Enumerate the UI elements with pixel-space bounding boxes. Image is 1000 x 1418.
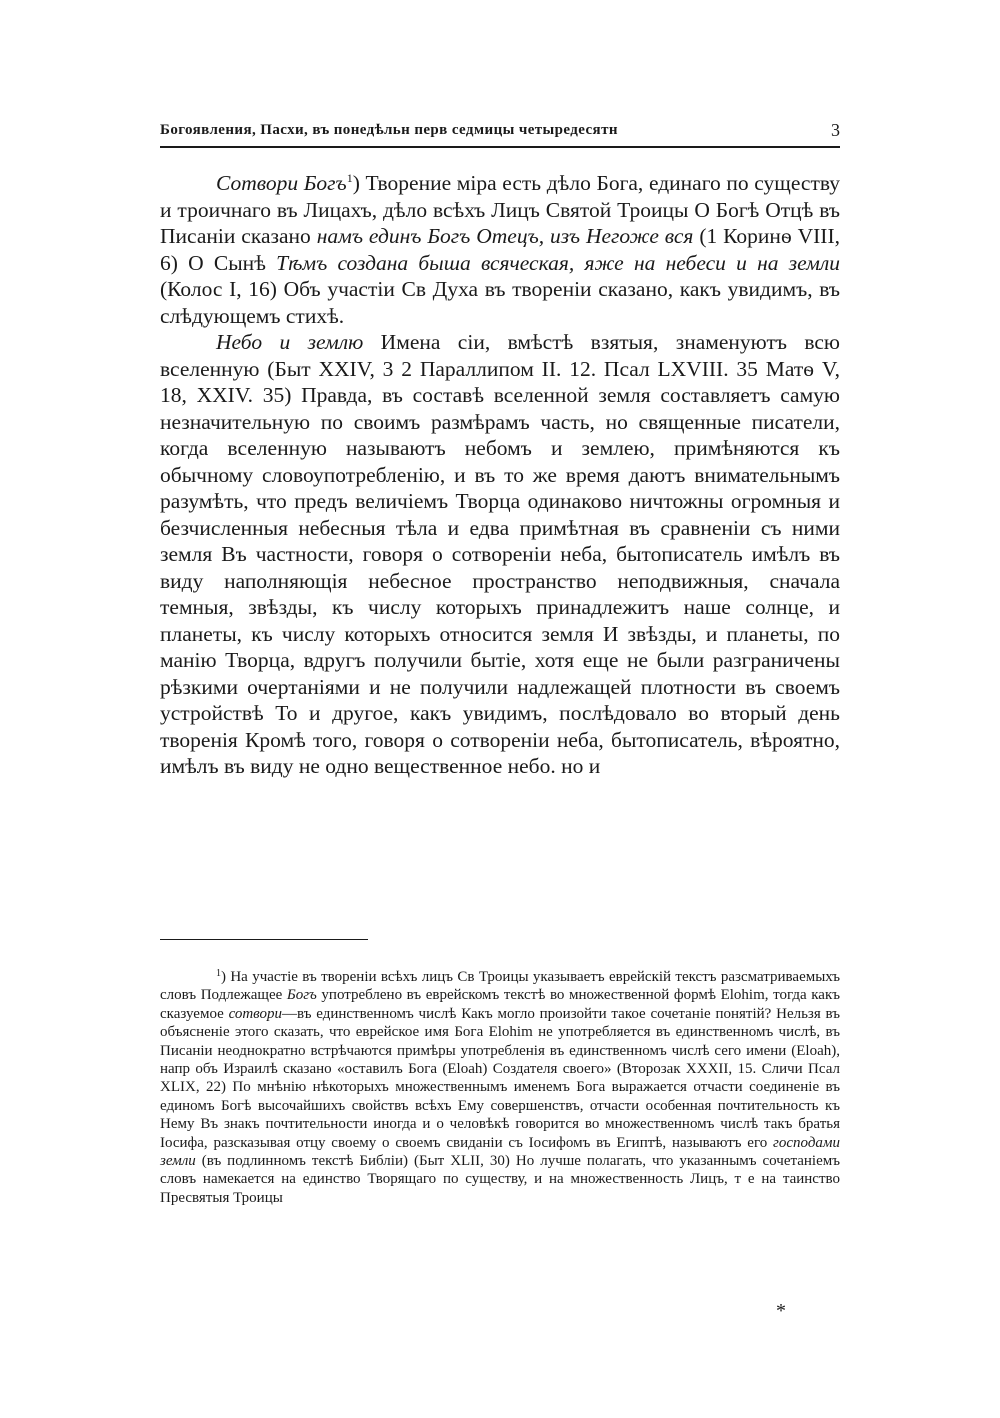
footnote-text-d: (въ подлинномъ текстѣ Библіи) (Быт XLII, 30) Но лучше полагать, что указаннымъ сочетаніемъ словъ намекается на единство Творящаго по существу, и на множественность Лицъ, т е на таинство Пресвятыя Троицы [160,1153,840,1206]
signature-mark: * [776,1300,786,1322]
footnote-text-b: употреблено въ еврейскомъ текстѣ во множественной формѣ Elohim, тогда какъ сказуемое [160,987,840,1022]
footnote-word-bog: Богъ [286,987,317,1004]
running-header [160,120,840,148]
footnote-paragraph [160,968,840,1207]
footnote-phrase-gospodami-zemli: господами земли [160,1134,840,1170]
footnote-reference: 1 [346,171,353,185]
header-title: Богоявления, Пасхи, въ понедѣльн перв седмицы четыредесятн [160,122,618,138]
footnote-word-sotvori: сотвори [228,1005,282,1022]
paragraph-1-text-a: ) Творение міра есть дѣло Бога, единаго по существу и троичнаго въ Лицахъ, дѣло всѣхъ Лицъ Святой Троицы О Богѣ Отцѣ въ Писаніи сказано [160,171,841,248]
paragraph-1 [160,170,840,329]
footnote-marker: 1 [216,968,221,979]
main-text [160,170,840,780]
quote-colossians: Тѣмъ создана быша всяческая, яже на небеси и на земли [276,250,840,275]
footnote-separator [160,939,368,940]
quote-1-corinthians: намъ единъ Богъ Отецъ, изъ Негоже вся [316,224,694,248]
paragraph-1-text-b: (1 Коринѳ VIII, 6) О Сынѣ [160,224,840,275]
paragraph-2 [160,329,840,780]
paragraph-1-text-c: (Колос I, 16) Объ участіи Св Духа въ твореніи сказано, какъ увидимъ, въ слѣдующемъ стихѣ. [160,277,840,328]
footnote [160,968,840,1207]
footnote-text-a: ) На участіе въ твореніи всѣхъ лицъ Св Троицы указываетъ еврейскій текстъ разсматриваемыхъ словъ Подлежащее [160,969,840,1004]
lemma-nebo-i-zemlyu: Небо и землю [216,330,364,354]
page-number: 3 [831,120,840,140]
lemma-sotvori-bog: Сотвори Богъ [216,171,347,195]
paragraph-2-text: Имена сіи, вмѣстѣ взятыя, знаменуютъ всю вселенную (Быт XXIV, 3 2 Параллипом II. 12. Псал LXVIII. 35 Матѳ V, 18, XXIV. 35) Правда, въ составѣ вселенной земля составляетъ самую незначительную по своимъ размѣрамъ часть, но священные писатели, когда вселенную называютъ небомъ и землею, примѣняются къ обычному словоупотребленію, и въ то же время даютъ внимательнымъ разумѣть, что предъ величіемъ Творца одинаково ничтожны огромныя и безчисленныя небесныя тѣла и едва примѣтная въ сравненіи съ ними земля Въ частности, говоря о сотвореніи неба, бытописатель имѣлъ въ виду наполняющія небесное пространство неподвижныя, сначала темныя, звѣзды, къ числу которыхъ принадлежитъ наше солнце, и планеты, къ числу которыхъ относится земля И звѣзды, и планеты, по манію Творца, вдругъ получили бытіе, хотя еще не были разграничены рѣзкими очертаніями и не получили надлежащей плотности въ своемъ устройствѣ То и другое, какъ увидимъ, послѣдовало во вторый день творенія Кромѣ того, говоря о сотвореніи неба, бытописатель, вѣроятно, имѣлъ въ виду не одно вещественное небо. но и [160,330,840,778]
footnote-text-c: —въ единственномъ числѣ Какъ могло произойти такое сочетаніе понятій? Нельзя въ объясненіе этого сказать, что еврейское имя Бога Elohim не употребляется въ единственномъ числѣ, въ Писаніи неоднократно встрѣчаются примѣры употребленія въ единственномъ числѣ сего имени (Eloah), напр объ Израилѣ сказано «оставилъ Бога (Eloah) Создателя своего» (Второзак XXXII, 15. Сличи Псал XLIX, 22) По мнѣнію нѣкоторыхъ множественнымъ именемъ Бога выражается отчасти соединеніе въ единомъ Богѣ высочайшихъ свойствъ всѣхъ Ему совершенствъ, отчасти особенная почтительность къ Нему Въ знакъ почтительности иногда и о человѣкѣ говорится во множественномъ числѣ такъ братья Іосифа, разсказывая отцу своему о своемъ свиданіи съ Іосифомъ въ Египтѣ, называютъ его [160,1005,840,1151]
